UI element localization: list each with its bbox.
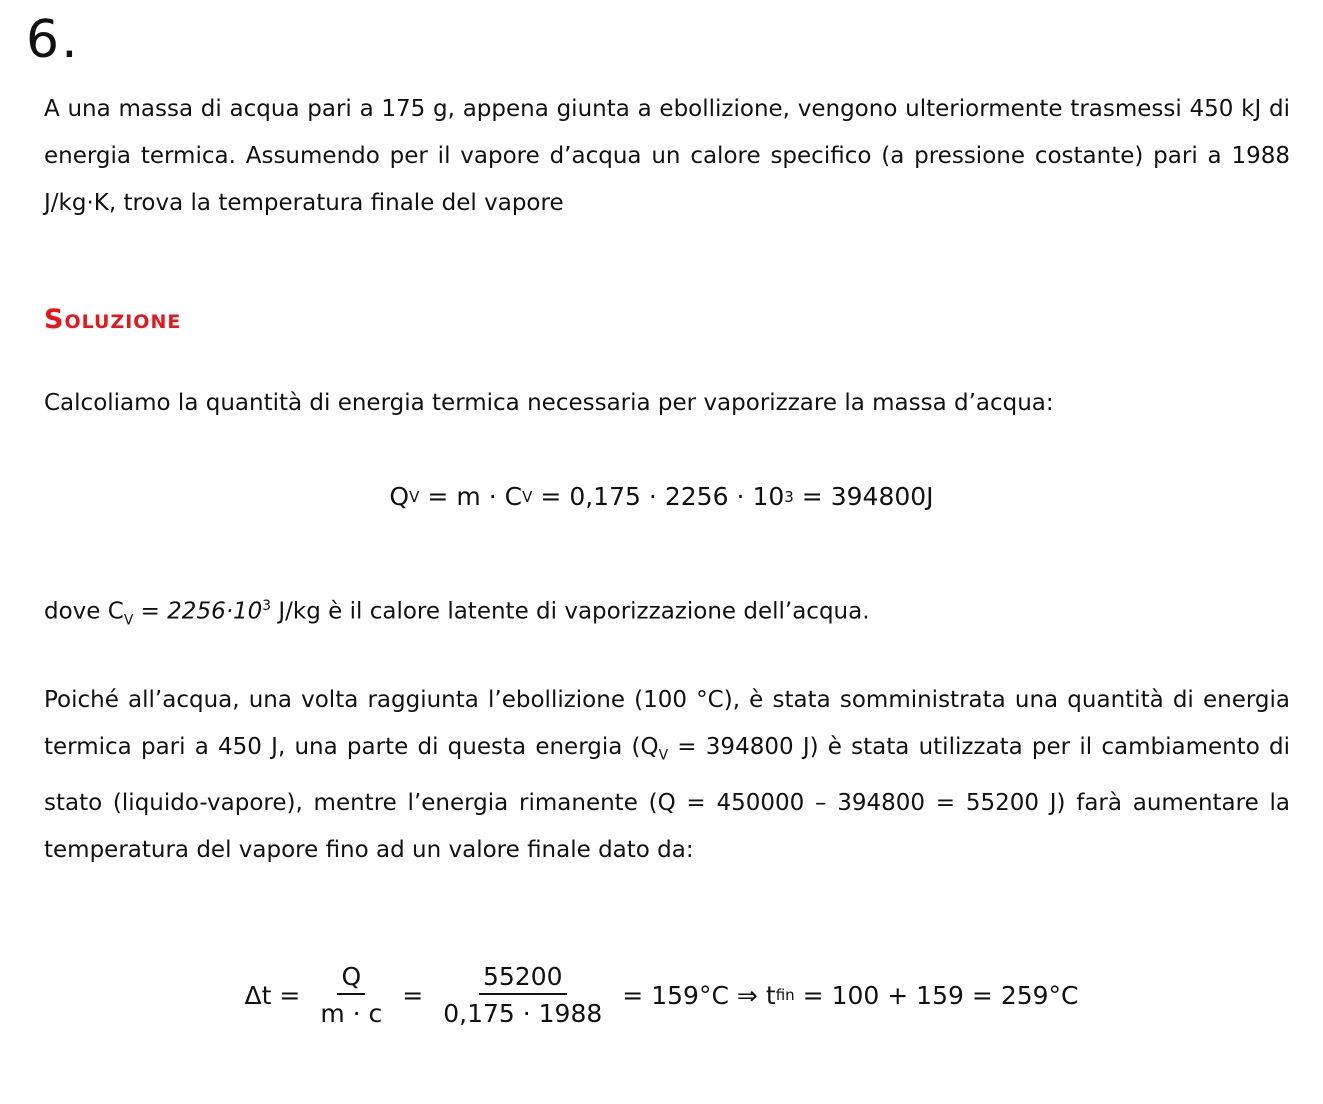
eq1-latent: 2256	[664, 482, 729, 511]
solution-heading: Soluzione	[44, 304, 182, 335]
solution-intro: Calcoliamo la quantità di energia termica necessaria per vaporizzare la massa d’acqua:	[44, 390, 1054, 416]
vaporization-energy-equation: Q V = m · C V = 0,175 · 2256 · 10 3 = 394800J	[389, 482, 934, 511]
dove-c: C	[107, 598, 124, 625]
eq1-result: 394800J	[830, 482, 934, 511]
eq1-ten: 10	[752, 482, 785, 511]
frac1-denominator: m · c	[320, 999, 383, 1028]
final-temperature-equation: Δt = $\frac{Q}{m \cdot c}$ = $\frac{55200}{0,175 \cdot 1988}$ = 159°C ⇒ t fin = 100 + 159 = 259°C	[244, 962, 1079, 1028]
eq2-sum: 100 + 159	[831, 980, 964, 1010]
latent-heat-note: dove $C_V = 2256\cdot 10^3$ J/kg è il calore latente di vaporizzazione dell’acqua.	[44, 598, 870, 629]
eq2-delta-value: 159°C	[651, 980, 729, 1010]
eq1-c: C	[504, 482, 523, 511]
frac2-denominator: 0,175 · 1988	[443, 999, 603, 1028]
eq2-t: t	[765, 980, 776, 1010]
eq2-delta-t: Δt	[244, 980, 272, 1010]
eq1-m: m	[456, 482, 481, 511]
frac2-numerator: 55200	[479, 962, 567, 995]
fraction-symbolic	[316, 962, 386, 1028]
implies-icon: ⇒	[736, 980, 758, 1010]
fraction-numeric	[439, 962, 606, 1028]
frac1-numerator: Q	[337, 962, 365, 995]
eq2-final: 259°C	[1000, 980, 1079, 1010]
eq1-mass: 0,175	[569, 482, 641, 511]
eq2-t-sub: fin	[775, 986, 795, 1004]
dove-value: 2256·10	[167, 598, 263, 625]
problem-text: A una massa di acqua pari a 175 g, appena giunta a ebollizione, vengono ulteriormente trasmessi 450 kJ di energia termica. Assumendo per il vapore d’acqua un calore specifico (a pressione costante) pari a 1988 J/kg·K, trova la temperatura finale del vapore	[44, 96, 1290, 216]
eq1-q: Q	[389, 482, 410, 511]
eq1-c-sub: V	[522, 487, 533, 506]
eq1-exp: 3	[784, 487, 794, 506]
problem-number: 6.	[26, 10, 80, 70]
eq1-q-sub: V	[409, 487, 420, 506]
solution-explanation: Poiché all’acqua, una volta raggiunta l’ebollizione (100 °C), è stata somministrata una quantità di energia termica pari a 450 J, una parte di questa energia ($Q_V = 394800$ J) è stata utilizzata per il cambiamento di stato (liquido-vapore), mentre l’energia rimanente (Q = 450000 – 394800 = 55200 J) farà aumentare la temperatura del vapore fino ad un valore finale dato da:	[44, 687, 1290, 863]
